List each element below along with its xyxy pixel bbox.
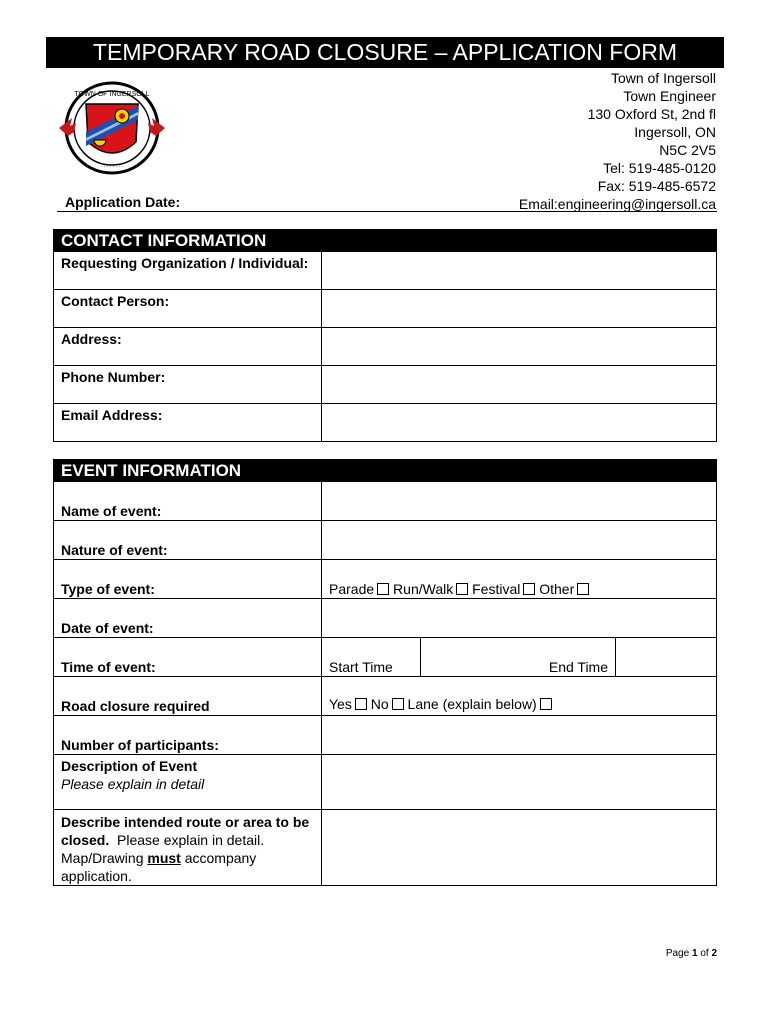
route-note-post: accompany application. (61, 850, 257, 884)
address-line: Tel: 519-485-0120 (603, 160, 716, 176)
email-label: Email Address: (54, 404, 322, 442)
description-label-cell (54, 755, 322, 810)
option-parade-label: Parade (329, 581, 375, 597)
closure-lane-label: Lane (explain below) (407, 696, 537, 712)
festival-checkbox[interactable] (523, 583, 535, 595)
closure-no-label: No (370, 696, 389, 712)
town-address-block (519, 69, 716, 213)
road-closure-label: Road closure required (54, 677, 322, 716)
contact-person-label: Contact Person: (54, 290, 322, 328)
participants-field[interactable] (322, 716, 717, 755)
option-other-label: Other (539, 581, 575, 597)
option-runwalk-label: Run/Walk (393, 581, 454, 597)
event-time-label: Time of event: (54, 638, 322, 677)
route-label-cell (54, 810, 322, 886)
event-type-options (322, 560, 717, 599)
form-title: TEMPORARY ROAD CLOSURE – APPLICATION FORM (46, 37, 724, 68)
svg-text:· · · · · · · ·: · · · · · · · · (100, 164, 124, 170)
seal-text: TOWN OF INGERSOLL (74, 91, 150, 98)
route-hint: Please explain in detail. (117, 832, 265, 848)
lane-checkbox[interactable] (540, 698, 552, 710)
address-line: Fax: 519-485-6572 (597, 178, 716, 194)
address-line: Town Engineer (623, 88, 716, 104)
participants-label: Number of participants: (54, 716, 322, 755)
event-information-table (53, 459, 717, 886)
route-note-pre: Map/Drawing (61, 850, 144, 866)
option-festival-label: Festival (472, 581, 521, 597)
contact-person-field[interactable] (322, 290, 717, 328)
no-checkbox[interactable] (392, 698, 404, 710)
route-note-must: must (147, 850, 181, 866)
contact-information-table (53, 229, 717, 442)
email-line: Email:engineering@ingersoll.ca (518, 196, 716, 212)
page-number: Page 1 of 2 (665, 948, 717, 959)
route-field[interactable] (322, 810, 717, 886)
header-divider (57, 211, 717, 212)
org-field[interactable] (322, 252, 717, 290)
address-line: 130 Oxford St, 2nd fl (587, 106, 716, 122)
end-time-field[interactable] (421, 638, 616, 676)
closure-yes-label: Yes (329, 696, 352, 712)
event-section-heading: EVENT INFORMATION (54, 460, 322, 482)
runwalk-checkbox[interactable] (456, 583, 468, 595)
event-nature-label: Nature of event: (54, 521, 322, 560)
address-line: Town of Ingersoll (610, 70, 716, 86)
town-seal-logo (56, 76, 168, 180)
email-field[interactable] (322, 404, 717, 442)
yes-checkbox[interactable] (355, 698, 367, 710)
event-type-label: Type of event: (54, 560, 322, 599)
event-nature-field[interactable] (322, 521, 717, 560)
other-checkbox[interactable] (577, 583, 589, 595)
event-time-cell (322, 638, 717, 677)
end-time-label: End Time (548, 659, 608, 675)
start-time-label: Start Time (329, 659, 393, 675)
phone-field[interactable] (322, 366, 717, 404)
description-field[interactable] (322, 755, 717, 810)
org-label: Requesting Organization / Individual: (54, 252, 322, 290)
description-hint: Please explain in detail (61, 776, 205, 792)
road-closure-options (322, 677, 717, 716)
start-time-field[interactable] (322, 638, 421, 676)
phone-label: Phone Number: (54, 366, 322, 404)
route-label: Describe intended route or area to be closed. (61, 814, 310, 848)
application-date-label: Application Date: (65, 194, 181, 210)
address-label: Address: (54, 328, 322, 366)
parade-checkbox[interactable] (377, 583, 389, 595)
event-name-field[interactable] (322, 482, 717, 521)
event-date-label: Date of event: (54, 599, 322, 638)
address-line: Ingersoll, ON (634, 124, 716, 140)
event-name-label: Name of event: (54, 482, 322, 521)
address-line: N5C 2V5 (659, 142, 716, 158)
contact-section-heading: CONTACT INFORMATION (54, 230, 322, 252)
address-field[interactable] (322, 328, 717, 366)
event-date-field[interactable] (322, 599, 717, 638)
description-label: Description of Event (61, 758, 198, 774)
